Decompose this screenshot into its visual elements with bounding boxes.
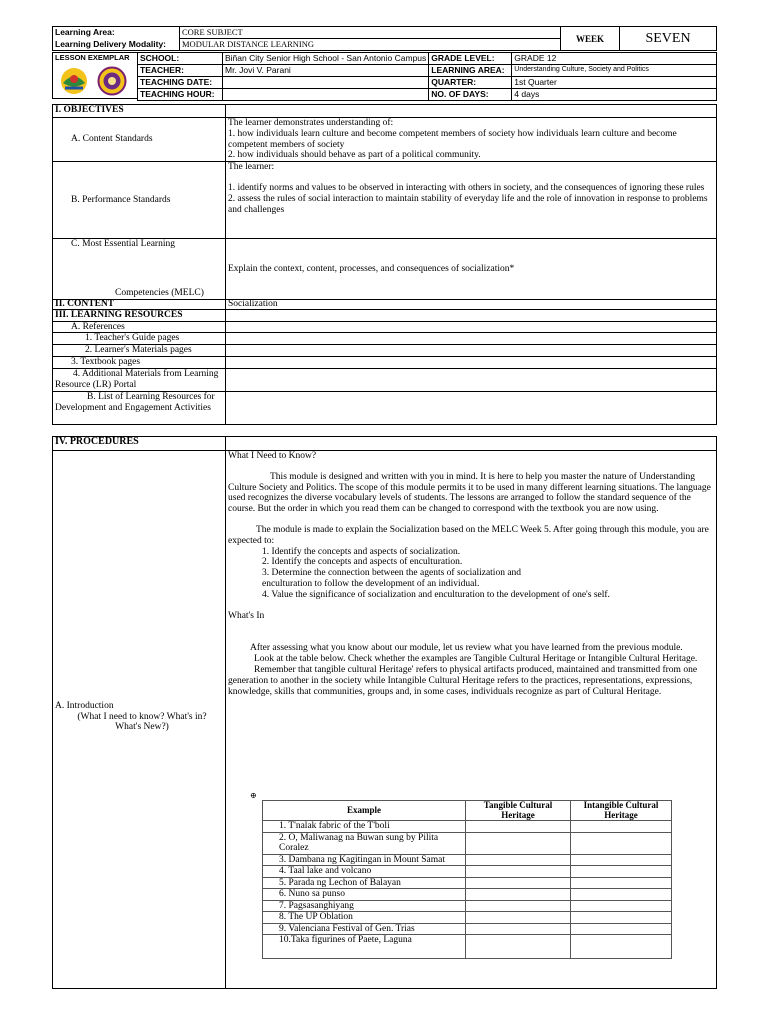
objective-item: 1. Identify the concepts and aspects of socialization. <box>262 546 461 557</box>
heritage-intangible-cell[interactable] <box>571 854 672 866</box>
days-value: 4 days <box>512 89 717 101</box>
objective-item: 4. Value the significance of socialization and enculturation to the development of one's self. <box>262 589 610 600</box>
heritage-intangible-cell[interactable] <box>571 821 672 833</box>
learning-area2-value: Understanding Culture, Society and Politics <box>512 65 717 77</box>
teacher-value: Mr. Jovi V. Parani <box>223 65 429 77</box>
melc-label: C. Most Essential Learning <box>71 239 175 250</box>
performance-standards-line: 2. assess the rules of social interaction to maintain stability of everyday life and the role of innovation in response to problems and challenges <box>228 193 708 215</box>
content-standards-line: 2. how individuals should behave as part of a political community. <box>228 150 481 161</box>
para-module-purpose: The module is made to explain the Socialization based on the MELC Week 5. After going through this module, you are expected to: <box>228 524 709 546</box>
heritage-tangible-cell[interactable] <box>466 923 571 935</box>
grade-label: GRADE LEVEL: <box>429 53 512 65</box>
objective-item: 3. Determine the connection between the agents of socialization and enculturation to follow the development of an individual. <box>262 568 522 589</box>
textbook-pages-label: 3. Textbook pages <box>53 357 226 369</box>
heritage-row-example: 9. Valenciana Festival of Gen. Trias <box>263 923 466 935</box>
heritage-intangible-cell[interactable] <box>571 935 672 959</box>
heritage-intangible-cell[interactable] <box>571 923 672 935</box>
para-module-design: This module is designed and written with you in mind. It is here to help you master the nature of Understanding Culture Society and Politics. The scope of this module permits it to be used in many different learning situations. The language used recognizes the diverse vocabulary levels of students. The lessons are arranged to follow the standard sequence of the course. But the order in which you read them can be changed to correspond with the textbook you are now using. <box>228 471 711 515</box>
heritage-row-example: 8. The UP Oblation <box>263 912 466 924</box>
week-label: WEEK <box>561 27 620 51</box>
content-standards-text <box>226 118 717 162</box>
heritage-row-example: 1. T'nalak fabric of the T'boli <box>263 821 466 833</box>
teaching-date-value <box>223 77 429 89</box>
heritage-row-example: 10.Taka figurines of Paete, Laguna <box>263 935 466 959</box>
heritage-row-example: 3. Dambana ng Kagitingan in Mount Samat <box>263 854 466 866</box>
header-top-table <box>52 26 717 51</box>
school-value: Biñan City Senior High School - San Antonio Campus <box>223 53 429 65</box>
heritage-tangible-cell[interactable] <box>466 900 571 912</box>
table-anchor-icon: ⊕ <box>250 791 257 800</box>
heritage-col-example: Example <box>263 801 466 821</box>
para-review: After assessing what you know about our module, let us review what you have learned from the previous module. <box>250 643 683 654</box>
content-value: Socialization <box>226 300 717 310</box>
references-blank <box>226 322 717 333</box>
deped-logo-icon <box>59 66 89 96</box>
school-seal-icon <box>97 66 127 96</box>
melc-label-cell <box>53 239 226 300</box>
school-label: SCHOOL: <box>138 53 223 65</box>
performance-standards-label: B. Performance Standards <box>53 162 226 239</box>
heritage-row-example: 7. Pagsasanghiyang <box>263 900 466 912</box>
heritage-col-tangible: Tangible Cultural Heritage <box>466 801 571 821</box>
heritage-intangible-cell[interactable] <box>571 900 672 912</box>
procedures-table <box>52 436 717 989</box>
additional-materials-label: 4. Additional Materials from Learning Resource (LR) Portal <box>53 369 226 392</box>
lesson-exemplar-label: LESSON EXEMPLAR <box>55 53 130 62</box>
teaching-hour-label: TEACHING HOUR: <box>138 89 223 101</box>
references-label: A. References <box>53 322 226 333</box>
procedures-heading-blank <box>226 437 717 451</box>
teaching-date-label: TEACHING DATE: <box>138 77 223 89</box>
heritage-tangible-cell[interactable] <box>466 832 571 854</box>
heritage-intangible-cell[interactable] <box>571 889 672 901</box>
para-look-table: Look at the table below. Check whether the examples are Tangible Cultural Heritage or Intangible Cultural Heritage. <box>254 654 698 665</box>
heritage-table <box>262 800 672 959</box>
heritage-intangible-cell[interactable] <box>571 877 672 889</box>
learning-area2-label: LEARNING AREA: <box>429 65 512 77</box>
delivery-value: MODULAR DISTANCE LEARNING <box>180 39 561 51</box>
resources-heading: III. LEARNING RESOURCES <box>53 310 226 322</box>
heritage-tangible-cell[interactable] <box>466 877 571 889</box>
objective-item: 2. Identify the concepts and aspects of enculturation. <box>262 557 463 568</box>
quarter-label: QUARTER: <box>429 77 512 89</box>
introduction-sub: (What I need to know? What's in? What's New?) <box>77 711 207 732</box>
melc-label-2: Competencies (MELC) <box>115 288 204 299</box>
learning-resources-list-label: B. List of Learning Resources for Development and Engagement Activities <box>53 392 226 425</box>
lesson-exemplar-cell <box>52 52 137 99</box>
resources-heading-blank <box>226 310 717 322</box>
delivery-label: Learning Delivery Modality: <box>53 39 180 51</box>
need-to-know-title: What I Need to Know? <box>228 451 317 461</box>
objectives-heading: I. OBJECTIVES <box>53 105 226 118</box>
performance-standards-text <box>226 162 717 239</box>
learning-area-value: CORE SUBJECT <box>180 27 561 39</box>
learning-area-label: Learning Area: <box>53 27 180 39</box>
learning-resources-list-blank <box>226 392 717 425</box>
heritage-intangible-cell[interactable] <box>571 866 672 878</box>
teachers-guide-blank <box>226 333 717 345</box>
learners-materials-label: 2. Learner's Materials pages <box>53 345 226 357</box>
melc-value: Explain the context, content, processes, and consequences of socialization* <box>226 239 717 300</box>
content-heading: II. CONTENT <box>53 300 226 310</box>
heritage-row-example: 6. Nuno sa punso <box>263 889 466 901</box>
teacher-label: TEACHER: <box>138 65 223 77</box>
heritage-col-intangible: Intangible Cultural Heritage <box>571 801 672 821</box>
quarter-value: 1st Quarter <box>512 77 717 89</box>
teaching-hour-value <box>223 89 429 101</box>
objectives-table <box>52 104 717 425</box>
week-value: SEVEN <box>620 27 717 51</box>
introduction-label: A. Introduction <box>55 701 114 711</box>
content-standards-label: A. Content Standards <box>53 118 226 162</box>
heritage-tangible-cell[interactable] <box>466 889 571 901</box>
teachers-guide-label: 1. Teacher's Guide pages <box>53 333 226 345</box>
heritage-intangible-cell[interactable] <box>571 912 672 924</box>
heritage-tangible-cell[interactable] <box>466 935 571 959</box>
heritage-tangible-cell[interactable] <box>466 821 571 833</box>
para-remember: Remember that tangible cultural Heritage' refers to physical artifacts produced, maintained and transmitted from one generation to another in the society while Intangible Cultural Heritage refers to the practices, representations, expressions, knowledge, skills that communities, groups and, in some cases, individuals recognize as part of Cultural Heritage. <box>228 664 698 697</box>
introduction-cell <box>53 451 226 989</box>
performance-standards-line: 1. identify norms and values to be observed in interacting with others in society, and the consequences of ignoring these rules <box>228 182 705 193</box>
additional-materials-blank <box>226 369 717 392</box>
heritage-row-example: 4. Taal lake and volcano <box>263 866 466 878</box>
procedures-body <box>226 451 717 989</box>
textbook-pages-blank <box>226 357 717 369</box>
heritage-tangible-cell[interactable] <box>466 866 571 878</box>
header-info-table <box>137 52 717 101</box>
content-standards-line: The learner demonstrates understanding of: <box>228 118 394 128</box>
learners-materials-blank <box>226 345 717 357</box>
whats-in-title: What's In <box>228 610 265 621</box>
heritage-row-example: 5. Parada ng Lechon of Balayan <box>263 877 466 889</box>
heritage-tangible-cell[interactable] <box>466 854 571 866</box>
heritage-row-example: 2. O, Maliwanag na Buwan sung by Pilita Coralez <box>263 832 466 854</box>
objectives-heading-blank <box>226 105 717 118</box>
procedures-heading: IV. PROCEDURES <box>53 437 226 451</box>
performance-standards-line: The learner: <box>228 162 275 173</box>
days-label: NO. OF DAYS: <box>429 89 512 101</box>
content-standards-line: 1. how individuals learn culture and become competent members of society how individuals learn culture and become competent members of society <box>228 128 677 150</box>
heritage-intangible-cell[interactable] <box>571 832 672 854</box>
grade-value: GRADE 12 <box>512 53 717 65</box>
heritage-tangible-cell[interactable] <box>466 912 571 924</box>
